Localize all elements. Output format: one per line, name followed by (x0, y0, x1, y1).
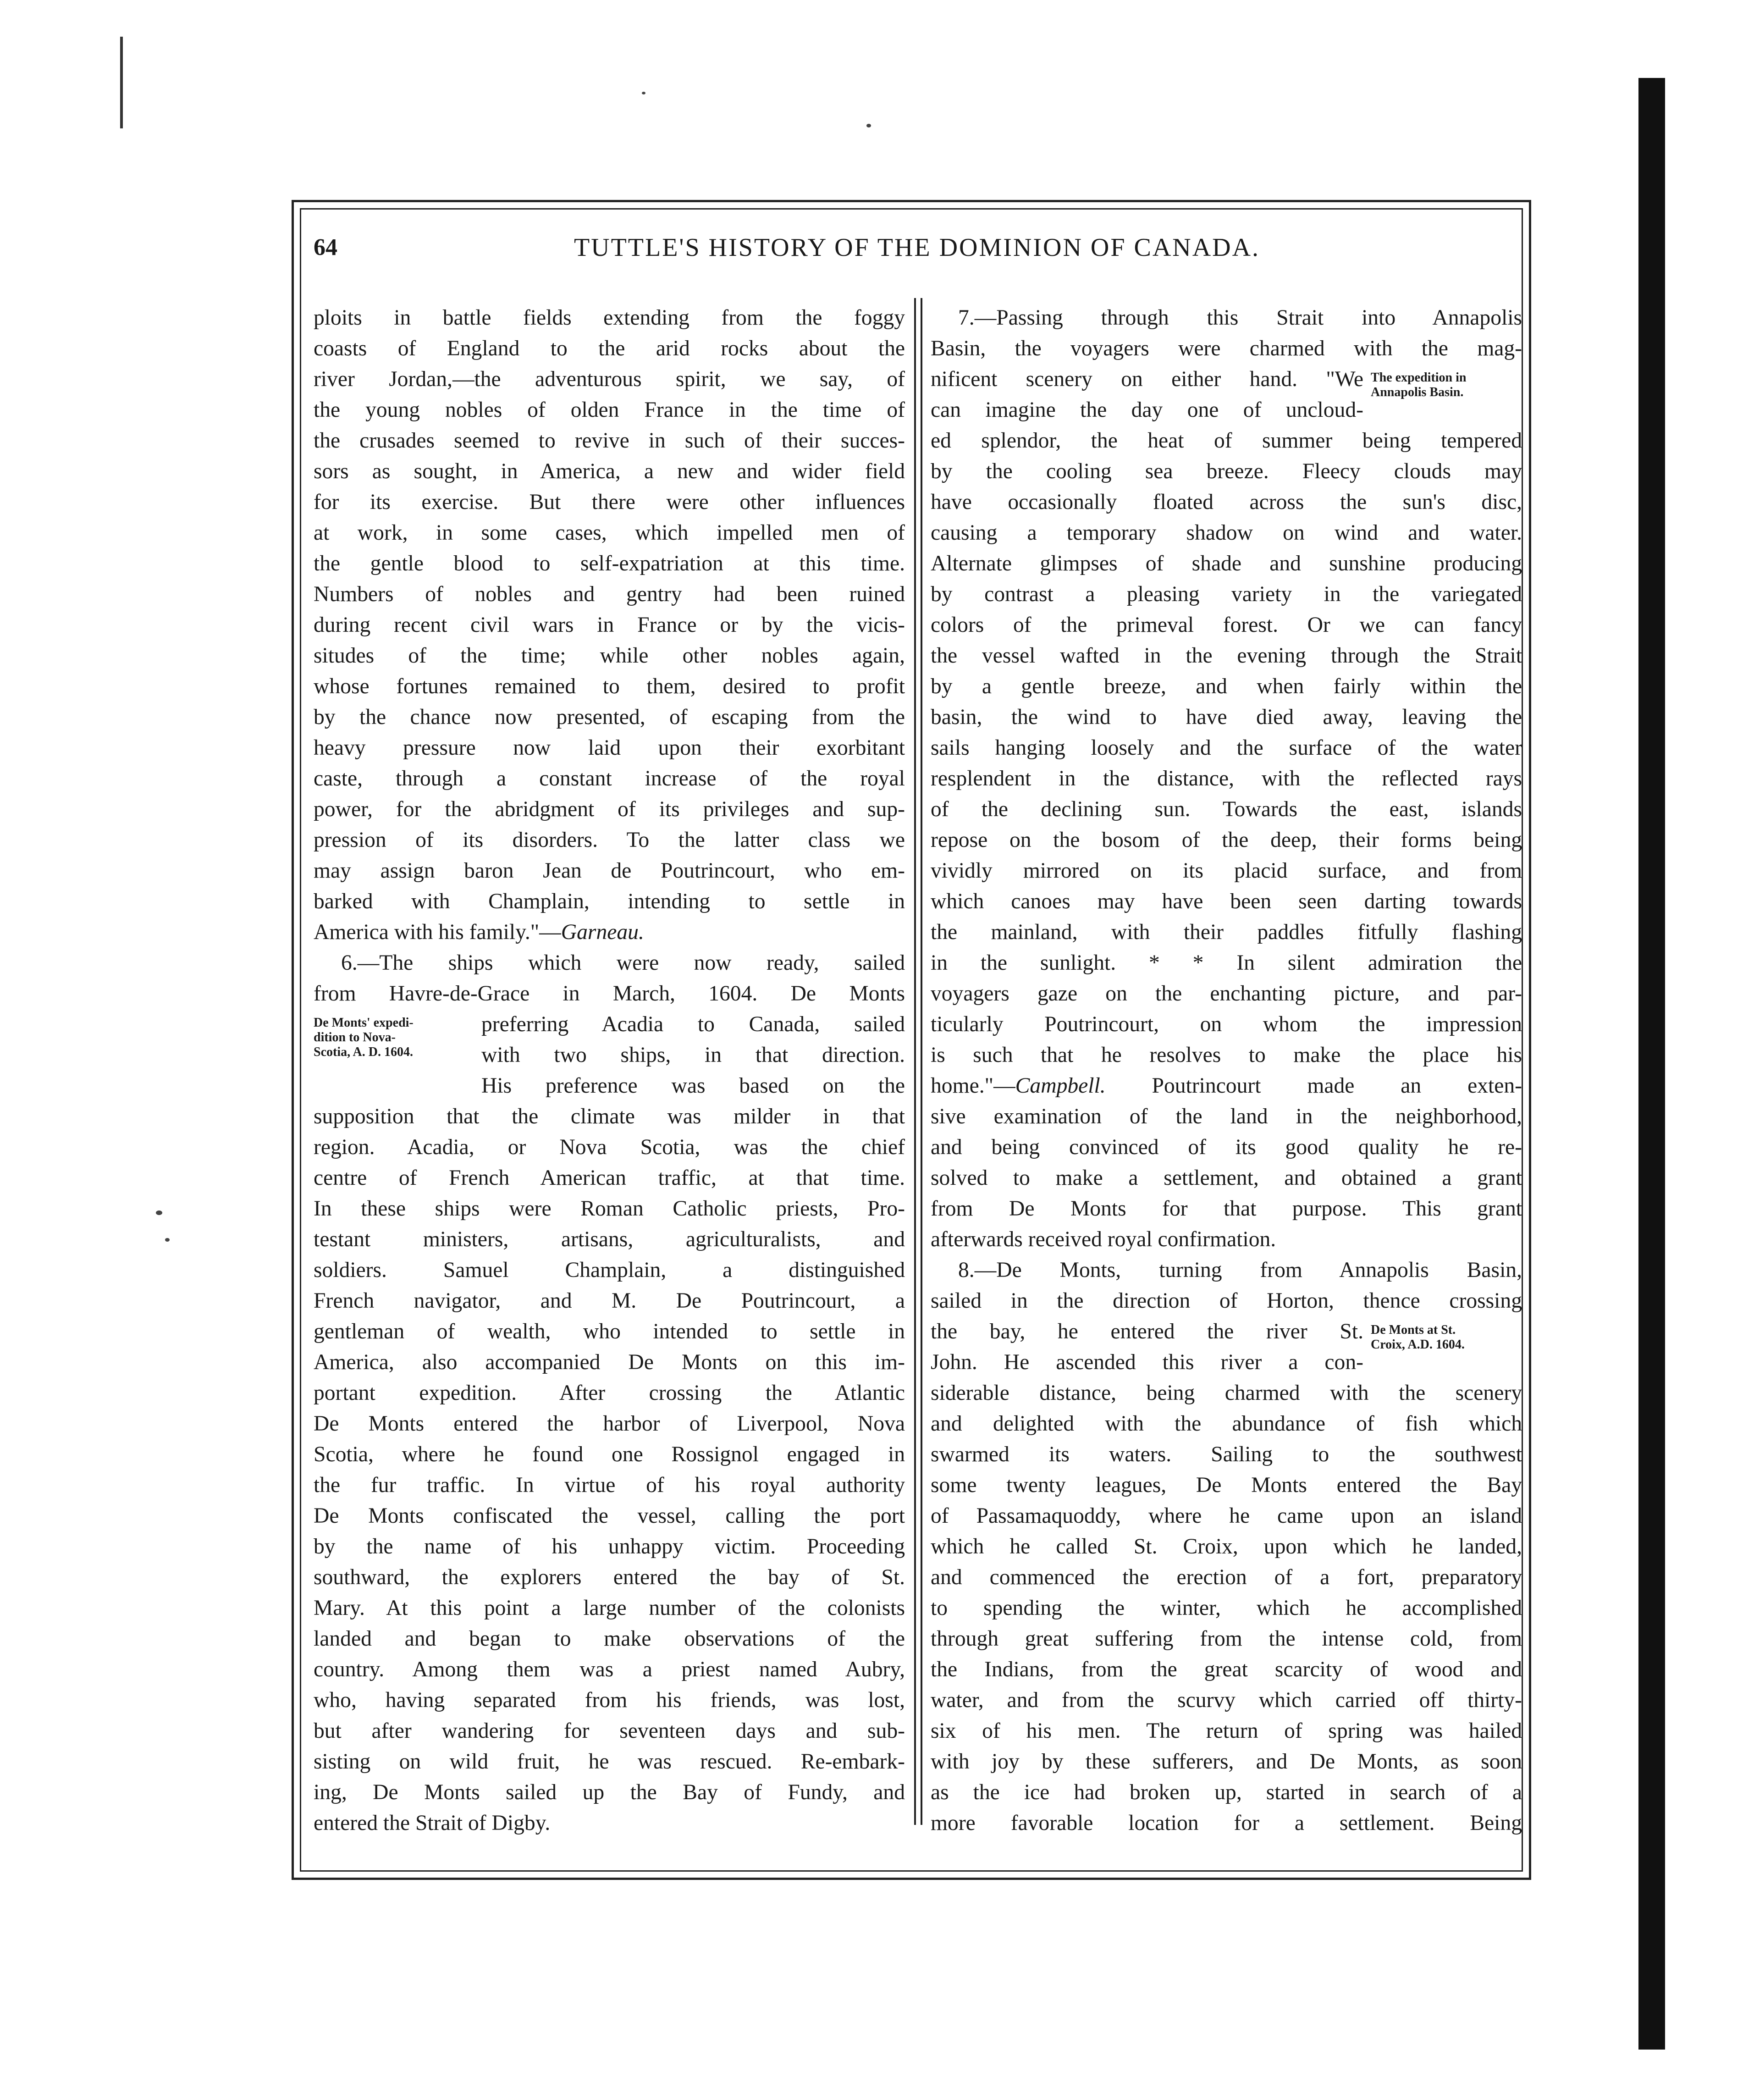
text-line: basin, the wind to have died away, leaving the (931, 705, 1522, 729)
text-line: to spending the winter, which he accomplished (931, 1596, 1522, 1620)
text-line: the young nobles of olden France in the time of (314, 398, 905, 422)
text-line: vividly mirrored on its placid surface, and from (931, 859, 1522, 883)
text-line: may assign baron Jean de Poutrincourt, who em- (314, 859, 905, 883)
text-line: 8.—De Monts, turning from Annapolis Basin, (958, 1258, 1522, 1282)
text-line: ticularly Poutrincourt, on whom the impression (931, 1012, 1522, 1036)
text-line: some twenty leagues, De Monts entered the Bay (931, 1473, 1522, 1497)
text-line: situdes of the time; while other nobles again, (314, 644, 905, 668)
text-line: by a gentle breeze, and when fairly within the (931, 674, 1522, 698)
text-line: the crusades seemed to revive in such of their succes- (314, 429, 905, 453)
citation: Campbell. (1015, 1074, 1106, 1098)
text-line: resplendent in the distance, with the reflected rays (931, 767, 1522, 790)
text-line: sisting on wild fruit, he was rescued. Re-embark- (314, 1750, 905, 1774)
citation: Garneau. (561, 920, 644, 944)
scan-speck (642, 92, 645, 94)
text-line: and being convinced of its good quality he re- (931, 1135, 1522, 1159)
text-line: preferring Acadia to Canada, sailed (481, 1012, 905, 1036)
sidenote-de-monts-expedition (314, 1016, 474, 1060)
text-line: ed splendor, the heat of summer being tempered (931, 429, 1522, 453)
text-line: Numbers of nobles and gentry had been ruined (314, 582, 905, 606)
text-line: in the sunlight. * * In silent admiration the (931, 951, 1522, 975)
text-line: and delighted with the abundance of fish which (931, 1412, 1522, 1436)
right-column (931, 303, 1522, 1839)
text-line: by the chance now presented, of escaping from the (314, 705, 905, 729)
text-line: from De Monts for that purpose. This grant (931, 1197, 1522, 1221)
paragraph-7 (931, 303, 1522, 1255)
text-line: country. Among them was a priest named Aubry, (314, 1658, 905, 1681)
text-line: nificent scenery on either hand. "We (931, 367, 1363, 391)
text-line: by the cooling sea breeze. Fleecy clouds may (931, 459, 1522, 483)
text-line: sors as sought, in America, a new and wider field (314, 459, 905, 483)
text-line: heavy pressure now laid upon their exorbitant (314, 736, 905, 760)
text-line: home."—Campbell. Poutrincourt made an exten- (931, 1074, 1522, 1098)
scan-speck (866, 124, 871, 127)
text-line: of Passamaquoddy, where he came upon an island (931, 1504, 1522, 1528)
text-line: caste, through a constant increase of the royal (314, 767, 905, 790)
paragraph-5-continued (314, 303, 905, 948)
text-line: ing, De Monts sailed up the Bay of Fundy, and (314, 1780, 905, 1804)
text-line: Alternate glimpses of shade and sunshine producing (931, 552, 1522, 575)
text-line: from Havre-de-Grace in March, 1604. De Monts (314, 982, 905, 1006)
scan-speck (165, 1238, 170, 1242)
text-line: by the name of his unhappy victim. Proceeding (314, 1535, 905, 1558)
text-line: is such that he resolves to make the place his (931, 1043, 1522, 1067)
text-line: landed and began to make observations of the (314, 1627, 905, 1651)
text-line: De Monts confiscated the vessel, calling the port (314, 1504, 905, 1528)
text-line: sails hanging loosely and the surface of the water (931, 736, 1522, 760)
text-line: who, having separated from his friends, was lost, (314, 1688, 905, 1712)
text-line: the Indians, from the great scarcity of wood and (931, 1658, 1522, 1681)
text-line: centre of French American traffic, at that time. (314, 1166, 905, 1190)
text-line: the gentle blood to self-expatriation at this time. (314, 552, 905, 575)
text-line: siderable distance, being charmed with the scenery (931, 1381, 1522, 1405)
text-line: 7.—Passing through this Strait into Annapolis (958, 306, 1522, 330)
text-line: six of his men. The return of spring was hailed (931, 1719, 1522, 1743)
sidenote-line: dition to Nova- (314, 1030, 396, 1044)
text-line: whose fortunes remained to them, desired to profit (314, 674, 905, 698)
text-line: gentleman of wealth, who intended to settle in (314, 1320, 905, 1343)
text-line: as the ice had broken up, started in search of a (931, 1780, 1522, 1804)
sidenote-st-croix (1371, 1323, 1522, 1352)
text-line: Basin, the voyagers were charmed with the mag- (931, 337, 1522, 360)
text-line: region. Acadia, or Nova Scotia, was the chief (314, 1135, 905, 1159)
text-line: coasts of England to the arid rocks about the (314, 337, 905, 360)
paragraph-6 (314, 948, 905, 1839)
text-line: river Jordan,—the adventurous spirit, we say, of (314, 367, 905, 391)
text-line: more favorable location for a settlement. Being (931, 1811, 1522, 1835)
text-line: at work, in some cases, which impelled men of (314, 521, 905, 545)
text-line: have occasionally floated across the sun's disc, (931, 490, 1522, 514)
sidenote-line: Annapolis Basin. (1371, 385, 1464, 399)
text-line: voyagers gaze on the enchanting picture, and par- (931, 982, 1522, 1006)
text-line: the bay, he entered the river St. (931, 1320, 1363, 1343)
column-divider (914, 298, 916, 1825)
text-line: French navigator, and M. De Poutrincourt, a (314, 1289, 905, 1313)
text-line: barked with Champlain, intending to settle in (314, 890, 905, 913)
text-line: 6.—The ships which were now ready, sailed (341, 951, 905, 975)
text-line: with joy by these sufferers, and De Monts, as soon (931, 1750, 1522, 1774)
text-line: swarmed its waters. Sailing to the southwest (931, 1442, 1522, 1466)
text-line: which he called St. Croix, upon which he landed, (931, 1535, 1522, 1558)
text-line: afterwards received royal confirmation. (931, 1227, 1276, 1251)
text-line: Mary. At this point a large number of the colonists (314, 1596, 905, 1620)
sidenote-annapolis-basin (1371, 370, 1522, 400)
text-line: of the declining sun. Towards the east, islands (931, 797, 1522, 821)
text-line: the vessel wafted in the evening through the Strait (931, 644, 1522, 668)
text-line: His preference was based on the (481, 1074, 905, 1098)
text-line: Scotia, where he found one Rossignol engaged in (314, 1442, 905, 1466)
text-line: colors of the primeval forest. Or we can fancy (931, 613, 1522, 637)
text-line: John. He ascended this river a con- (931, 1350, 1363, 1374)
text-line: supposition that the climate was milder in that (314, 1105, 905, 1128)
scan-edge-mark (120, 37, 123, 128)
sidenote-line: De Monts at St. (1371, 1323, 1456, 1337)
running-title: TUTTLE'S HISTORY OF THE DOMINION OF CANADA. (574, 233, 1260, 262)
text-line: the mainland, with their paddles fitfully flashing (931, 920, 1522, 944)
paragraph-8 (931, 1255, 1522, 1839)
left-column (314, 303, 905, 1839)
column-divider (921, 298, 922, 1825)
text-line: repose on the bosom of the deep, their forms being (931, 828, 1522, 852)
text-line: which canoes may have been seen darting towards (931, 890, 1522, 913)
text-line: for its exercise. But there were other influences (314, 490, 905, 514)
text-line: America with his family."—Garneau. (314, 920, 644, 944)
binding-shadow (1638, 78, 1665, 2050)
text-line: by contrast a pleasing variety in the variegated (931, 582, 1522, 606)
text-line: can imagine the day one of uncloud- (931, 398, 1363, 422)
text-line: soldiers. Samuel Champlain, a distinguished (314, 1258, 905, 1282)
text-line: and commenced the erection of a fort, preparatory (931, 1565, 1522, 1589)
text-line: ploits in battle fields extending from the foggy (314, 306, 905, 330)
text-line: through great suffering from the intense cold, from (931, 1627, 1522, 1651)
text-line: sive examination of the land in the neighborhood, (931, 1105, 1522, 1128)
text-line: with two ships, in that direction. (481, 1043, 905, 1067)
sidenote-line: Croix, A.D. 1604. (1371, 1337, 1465, 1352)
text-line: southward, the explorers entered the bay of St. (314, 1565, 905, 1589)
text-line: America, also accompanied De Monts on this im- (314, 1350, 905, 1374)
text-line: pression of its disorders. To the latter class we (314, 828, 905, 852)
text-line: solved to make a settlement, and obtained a grant (931, 1166, 1522, 1190)
sidenote-line: The expedition in (1371, 370, 1467, 385)
text-line: power, for the abridgment of its privileges and sup- (314, 797, 905, 821)
sidenote-line: De Monts' expedi- (314, 1016, 414, 1030)
text-line: water, and from the scurvy which carried off thirty- (931, 1688, 1522, 1712)
text-line: during recent civil wars in France or by the vicis- (314, 613, 905, 637)
text-line: causing a temporary shadow on wind and water. (931, 521, 1522, 545)
text-line: but after wandering for seventeen days and sub- (314, 1719, 905, 1743)
sidenote-line: Scotia, A. D. 1604. (314, 1045, 413, 1059)
scan-speck (156, 1210, 162, 1215)
text-line: portant expedition. After crossing the Atlantic (314, 1381, 905, 1405)
text-line: In these ships were Roman Catholic priests, Pro- (314, 1197, 905, 1221)
text-line: the fur traffic. In virtue of his royal authority (314, 1473, 905, 1497)
page-number: 64 (314, 234, 337, 260)
text-line: testant ministers, artisans, agriculturalists, and (314, 1227, 905, 1251)
text-line: De Monts entered the harbor of Liverpool, Nova (314, 1412, 905, 1436)
text-line: sailed in the direction of Horton, thence crossing (931, 1289, 1522, 1313)
text-line: entered the Strait of Digby. (314, 1811, 551, 1835)
